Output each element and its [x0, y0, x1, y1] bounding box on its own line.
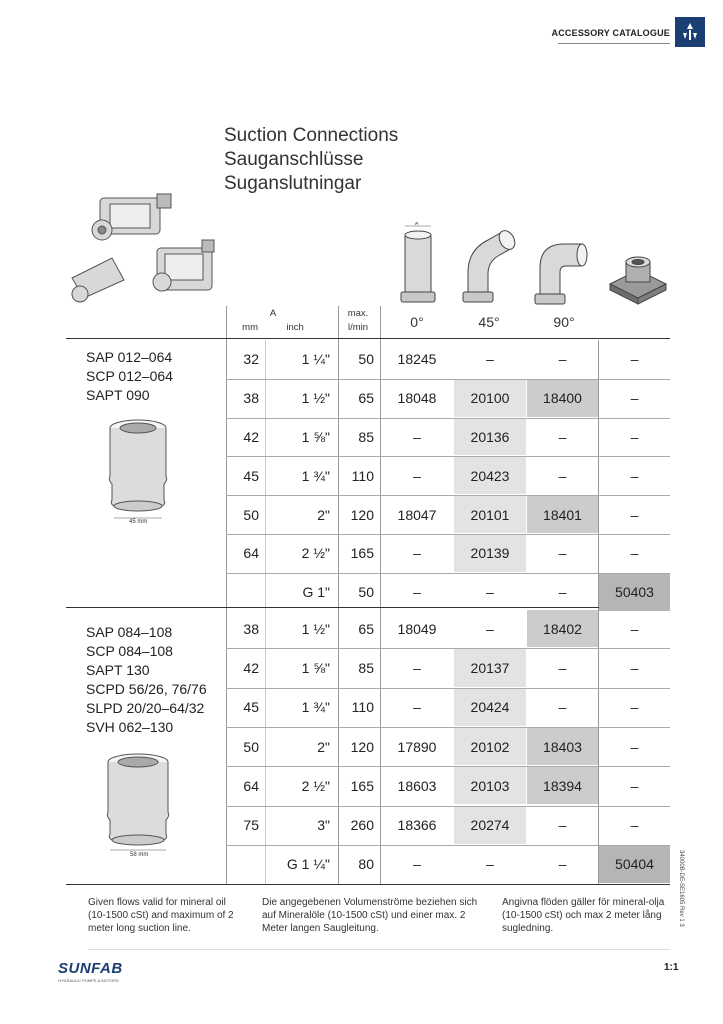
cell-inch: G 1"	[302, 584, 330, 601]
max-label: max.	[347, 308, 369, 319]
cell-flow: 165	[350, 545, 374, 562]
cell-flange: –	[630, 659, 639, 676]
cell-flange: 50403	[599, 574, 670, 611]
cell-c45: 20274	[454, 807, 526, 844]
cell-flange: –	[630, 506, 639, 523]
cell-flange: –	[630, 699, 639, 716]
cell-inch: G 1 ¼"	[286, 856, 330, 873]
flange-fitting-icon	[606, 244, 670, 308]
cell-c45: 20103	[454, 767, 526, 804]
row-divider	[226, 418, 670, 419]
cell-flow: 165	[350, 777, 374, 794]
model-item: SAP 012–064	[86, 349, 173, 365]
cell-mm: 38	[243, 620, 259, 637]
straight-fitting-icon	[395, 222, 441, 310]
table-bottom-rule	[66, 884, 670, 885]
cell-inch: 2"	[317, 738, 330, 755]
cell-mm: 64	[243, 777, 259, 794]
row-divider	[226, 648, 670, 649]
cell-flow: 65	[358, 620, 374, 637]
title-english: Suction Connections	[224, 125, 399, 146]
cell-c0: –	[413, 584, 421, 601]
cell-c0: 18245	[397, 351, 437, 368]
a-label: A	[269, 308, 277, 319]
cell-c45: 20139	[454, 535, 526, 572]
cell-mm	[226, 574, 265, 611]
cell-mm: 38	[243, 390, 259, 407]
cell-flange: 50404	[599, 846, 670, 883]
row-divider	[226, 456, 670, 457]
cell-flange: –	[630, 428, 639, 445]
cell-c0: –	[413, 699, 421, 716]
header-rule	[558, 43, 670, 44]
page-number: 1:1	[664, 962, 679, 973]
cell-c0: –	[413, 467, 421, 484]
group1-models	[86, 348, 173, 405]
note-german: Die angegebenen Volumenströme beziehen sich auf Mineralöle (10-1500 cSt) und einer max. 2 Meter langen Saugleitung.	[262, 897, 478, 934]
row-divider	[226, 495, 670, 496]
cell-flow: 110	[351, 699, 374, 716]
cell-inch: 1 ⅝"	[301, 659, 330, 676]
cell-c45: –	[486, 584, 494, 601]
cell-c0: 18603	[397, 777, 437, 794]
cell-flow: 65	[358, 390, 374, 407]
model-item: SAPT 130	[86, 662, 150, 678]
table-top-rule	[66, 338, 670, 339]
cell-flange: –	[630, 817, 639, 834]
cell-mm: 50	[243, 506, 259, 523]
cell-flange: –	[630, 390, 639, 407]
cell-mm: 50	[243, 738, 259, 755]
cell-c0: –	[413, 659, 421, 676]
angle-45-header: 45°	[478, 314, 500, 330]
cell-c45: –	[486, 620, 494, 637]
cell-inch: 2 ½"	[301, 545, 330, 562]
cell-mm: 42	[243, 428, 259, 445]
elbow-90-fitting-icon	[530, 232, 600, 312]
pump-illustration	[62, 190, 222, 320]
cell-flow: 120	[350, 738, 374, 755]
cell-inch: 1 ⅝"	[301, 428, 330, 445]
cell-inch: 2"	[317, 506, 330, 523]
cell-flow: 85	[358, 659, 374, 676]
cell-inch: 2 ½"	[301, 777, 330, 794]
angle-90-header: 90°	[553, 314, 575, 330]
model-item: SAPT 090	[86, 387, 150, 403]
note-swedish: Angivna flöden gäller för mineral-olja (10-1500 cSt) och max 2 meter lång sugledning.	[502, 897, 665, 934]
fitting-dimension: 58 mm	[130, 852, 149, 858]
cell-c90: 18400	[527, 380, 598, 417]
model-item: SCPD 56/26, 76/76	[86, 681, 207, 697]
row-divider	[226, 766, 670, 767]
model-item: SLPD 20/20–64/32	[86, 700, 205, 716]
cell-c90: –	[558, 545, 567, 562]
cell-c45: 20136	[454, 419, 526, 456]
cell-inch: 1 ¾"	[301, 699, 330, 716]
cell-c90: –	[558, 699, 567, 716]
cell-inch: 3"	[317, 817, 330, 834]
catalogue-title: ACCESSORY CATALOGUE	[551, 28, 670, 38]
cell-mm: 32	[243, 351, 259, 368]
row-divider	[226, 727, 670, 728]
cell-c0: 18049	[397, 620, 437, 637]
cell-c45: 20424	[454, 689, 526, 726]
dimension-label: A	[415, 222, 419, 227]
row-divider	[226, 573, 670, 574]
cell-c90: –	[558, 817, 567, 834]
title-swedish: Suganslutningar	[224, 173, 362, 194]
sunfab-mark-icon	[675, 17, 705, 47]
cell-c0: 18047	[397, 506, 437, 523]
brand-tagline: HYDRAULIC PUMPS & MOTORS	[58, 978, 119, 983]
cell-c90: 18394	[527, 767, 598, 804]
model-item: SCP 012–064	[86, 368, 173, 384]
group2-models	[86, 623, 207, 737]
cell-inch: 1 ½"	[301, 620, 330, 637]
cell-c45: 20423	[454, 457, 526, 494]
cell-c0: 18366	[397, 817, 437, 834]
row-divider	[226, 806, 670, 807]
flow-header	[340, 308, 376, 334]
cell-c45: –	[486, 856, 494, 873]
cell-inch: 1 ¾"	[301, 467, 330, 484]
cell-inch: 1 ¼"	[301, 351, 330, 368]
angle-0-header: 0°	[410, 314, 424, 330]
fitting-58mm-drawing	[96, 746, 180, 862]
lmin-label: l/min	[347, 322, 369, 333]
cell-c45: 20137	[454, 649, 526, 686]
fitting-dimension: 45 mm	[129, 519, 148, 525]
cell-c0: 18048	[397, 390, 437, 407]
model-item: SAP 084–108	[86, 624, 173, 640]
cell-flange: –	[630, 545, 639, 562]
elbow-45-fitting-icon	[458, 222, 522, 310]
cell-mm: 75	[243, 817, 259, 834]
cell-c45: 20101	[454, 496, 526, 533]
row-divider	[226, 534, 670, 535]
cell-mm	[226, 846, 265, 883]
row-divider	[226, 379, 670, 380]
cell-mm: 42	[243, 659, 259, 676]
model-item: SVH 062–130	[86, 719, 174, 735]
cell-flow: 260	[350, 817, 374, 834]
cell-flow: 85	[358, 428, 374, 445]
cell-mm: 45	[243, 699, 259, 716]
a-header	[228, 308, 318, 334]
cell-flange: –	[630, 777, 639, 794]
cell-c90: –	[558, 467, 567, 484]
cell-c90: –	[558, 856, 567, 873]
cell-c90: –	[558, 584, 567, 601]
cell-c90: –	[558, 428, 567, 445]
cell-c45: –	[486, 351, 494, 368]
cell-mm: 64	[243, 545, 259, 562]
cell-flow: 110	[351, 467, 374, 484]
mm-label: mm	[242, 322, 258, 333]
note-english: Given flows valid for mineral oil (10-1500 cSt) and maximum of 2 meter long suction line.	[88, 897, 234, 934]
cell-flow: 120	[350, 506, 374, 523]
inch-label: inch	[286, 322, 304, 333]
page-titles	[224, 124, 398, 196]
cell-flange: –	[630, 738, 639, 755]
sunfab-logo: SUNFAB	[58, 960, 123, 977]
cell-c90: 18403	[527, 728, 598, 765]
row-divider	[226, 688, 670, 689]
fitting-45mm-drawing	[98, 414, 178, 530]
model-item: SCP 084–108	[86, 643, 173, 659]
cell-flange: –	[630, 467, 639, 484]
cell-flow: 80	[358, 856, 374, 873]
footer-rule	[88, 949, 670, 950]
cell-c90: –	[558, 351, 567, 368]
cell-c0: –	[413, 545, 421, 562]
row-divider	[226, 845, 670, 846]
cell-c90: 18401	[527, 496, 598, 533]
cell-c45: 20102	[454, 728, 526, 765]
cell-flow: 50	[358, 584, 374, 601]
cell-flange: –	[630, 351, 639, 368]
document-code: 34000B-DE-SE1605 Rev 1 3	[678, 850, 684, 927]
cell-c0: 17890	[397, 738, 437, 755]
cell-c0: –	[413, 428, 421, 445]
cell-c90: 18402	[527, 610, 598, 647]
cell-flange: –	[630, 620, 639, 637]
cell-inch: 1 ½"	[301, 390, 330, 407]
cell-mm: 45	[243, 467, 259, 484]
cell-c0: –	[413, 856, 421, 873]
cell-c45: 20100	[454, 380, 526, 417]
cell-c90: –	[558, 659, 567, 676]
title-german: Sauganschlüsse	[224, 149, 364, 170]
cell-flow: 50	[358, 351, 374, 368]
